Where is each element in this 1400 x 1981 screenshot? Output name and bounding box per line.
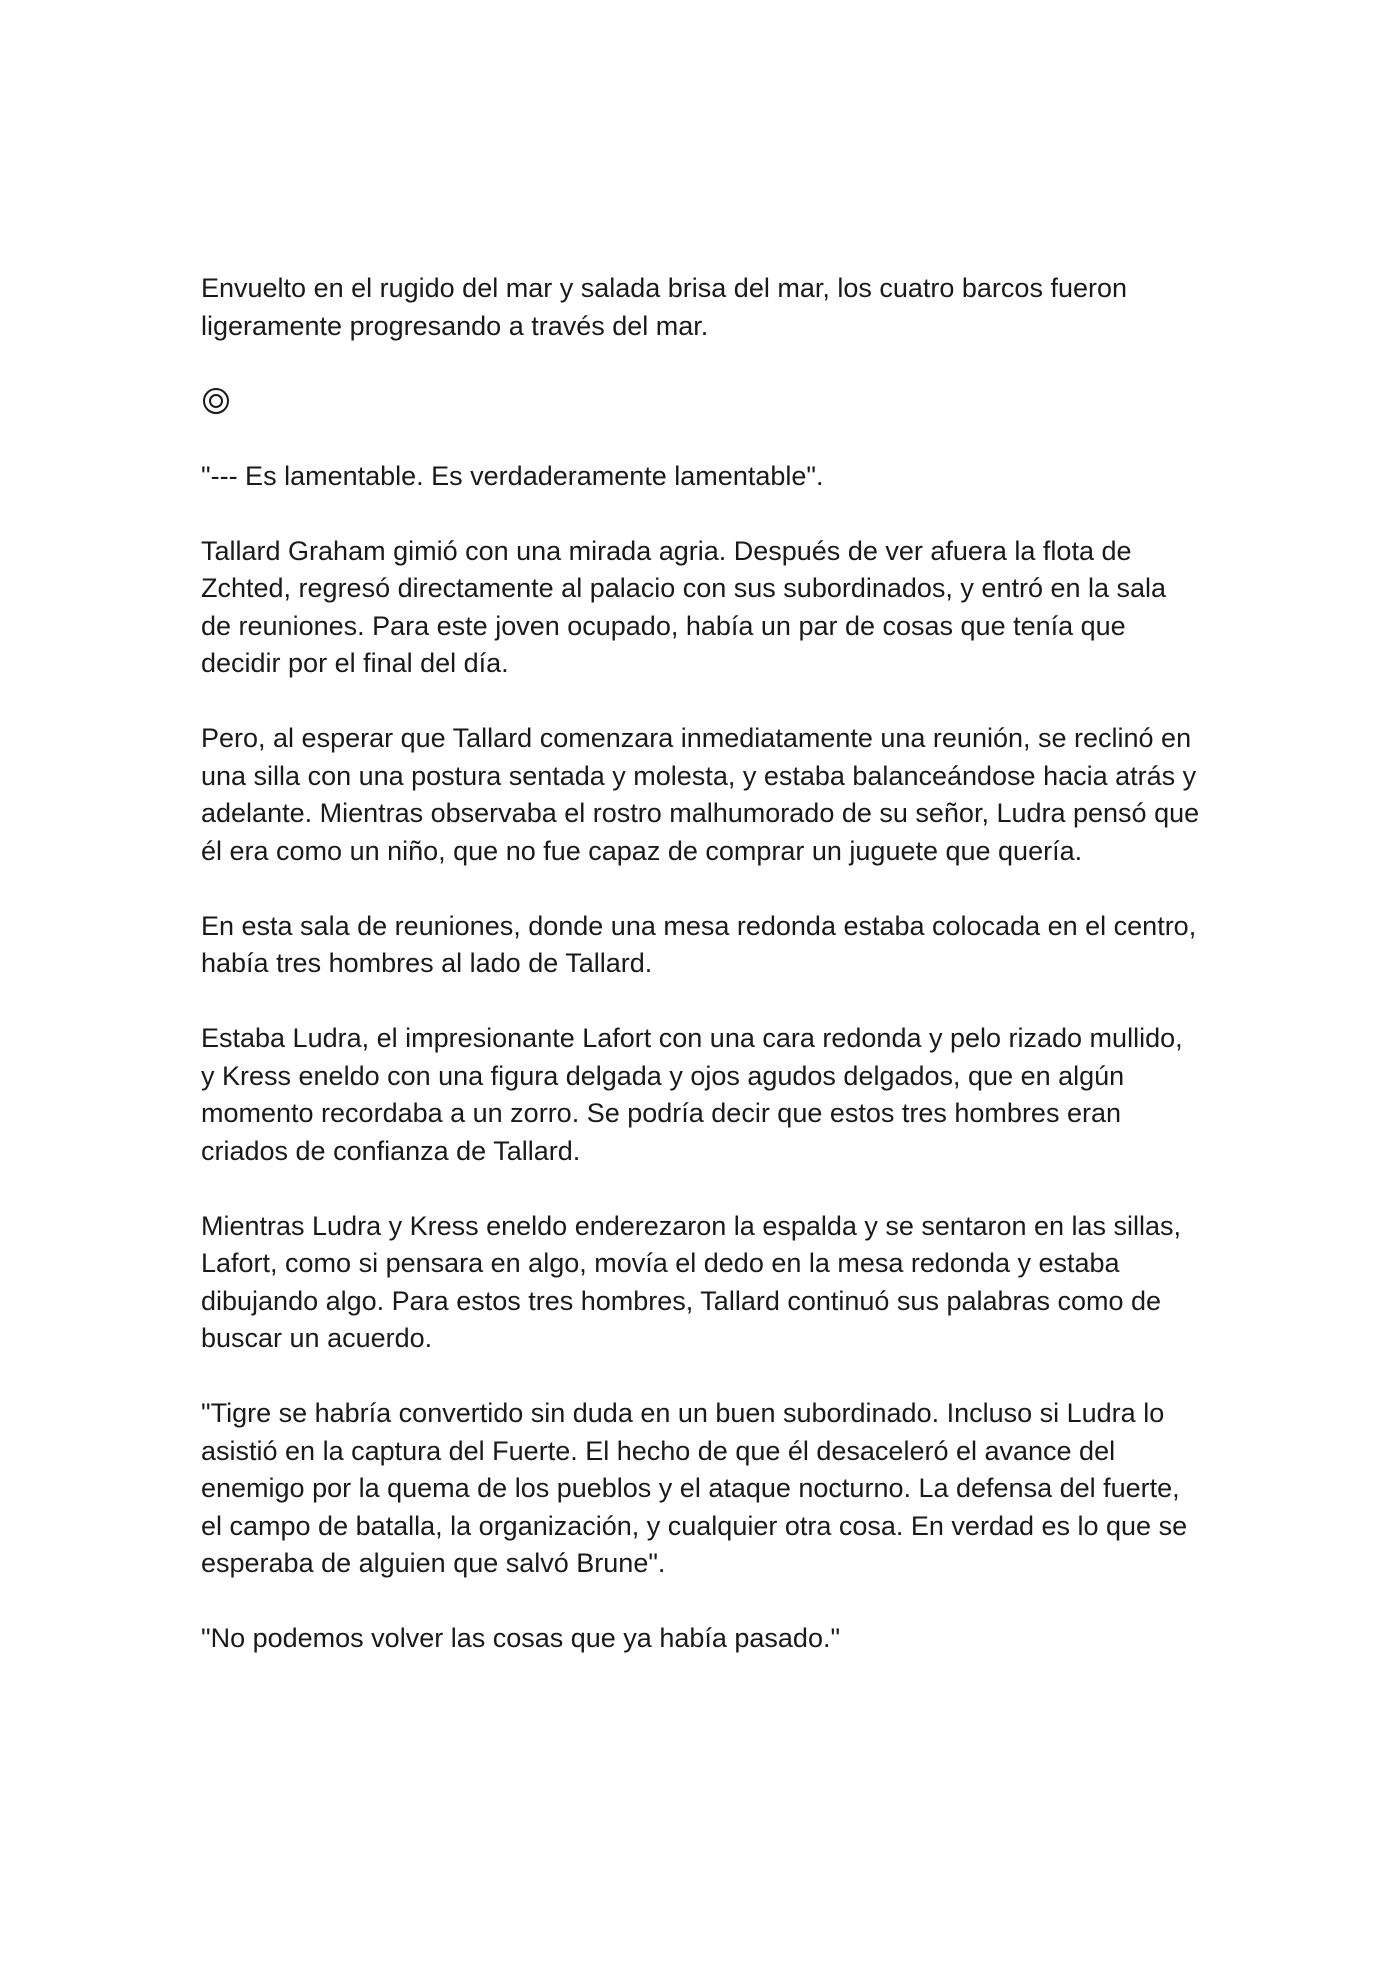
paragraph-3: Tallard Graham gimió con una mirada agria. Después de ver afuera la flota de Zchted, regresó directamente al palacio con sus subordinados, y entró en la sala de reuniones. Para este joven ocupado, había un par de cosas que tenía que decidir por el final del día.	[201, 535, 1167, 678]
paragraph-9: "No podemos volver las cosas que ya había pasado."	[201, 1623, 841, 1653]
paragraph-7: Mientras Ludra y Kress eneldo enderezaron la espalda y se sentaron en las sillas, Lafort, como si pensara en algo, movía el dedo en la mesa redonda y estaba dibujando algo. Para estos tres hombres, Tallard continuó sus palabras como de buscar un acuerdo.	[201, 1210, 1182, 1353]
paragraph-5: En esta sala de reuniones, donde una mesa redonda estaba colocada en el centro, había tres hombres al lado de Tallard.	[201, 910, 1197, 978]
paragraph-6: Estaba Ludra, el impresionante Lafort con una cara redonda y pelo rizado mullido, y Kress eneldo con una figura delgada y ojos agudos delgados, que en algún momento recordaba a un zorro. Se podría decir que estos tres hombres eran criados de confianza de Tallard.	[201, 1023, 1183, 1166]
paragraph-2: "--- Es lamentable. Es verdaderamente lamentable".	[201, 460, 824, 491]
bullseye-icon	[201, 386, 231, 416]
paragraph-8: "Tigre se habría convertido sin duda en un buen subordinado. Incluso si Ludra lo asistió en la captura del Fuerte. El hecho de que él desaceleró el avance del enemigo por la quema de los pueblos y el ataque nocturno. La defensa del fuerte, el campo de batalla, la organización, y cualquier otra cosa. En verdad es lo que se esperaba de alguien que salvó Brune".	[201, 1398, 1188, 1578]
scene-separator	[201, 383, 1201, 421]
document-body	[201, 270, 1201, 1695]
paragraph-1: Envuelto en el rugido del mar y salada brisa del mar, los cuatro barcos fueron ligeramente progresando a través del mar.	[201, 273, 1128, 341]
paragraph-4: Pero, al esperar que Tallard comenzara inmediatamente una reunión, se reclinó en una silla con una postura sentada y molesta, y estaba balanceándose hacia atrás y adelante. Mientras observaba el rostro malhumorado de su señor, Ludra pensó que él era como un niño, que no fue capaz de comprar un juguete que quería.	[201, 723, 1200, 866]
